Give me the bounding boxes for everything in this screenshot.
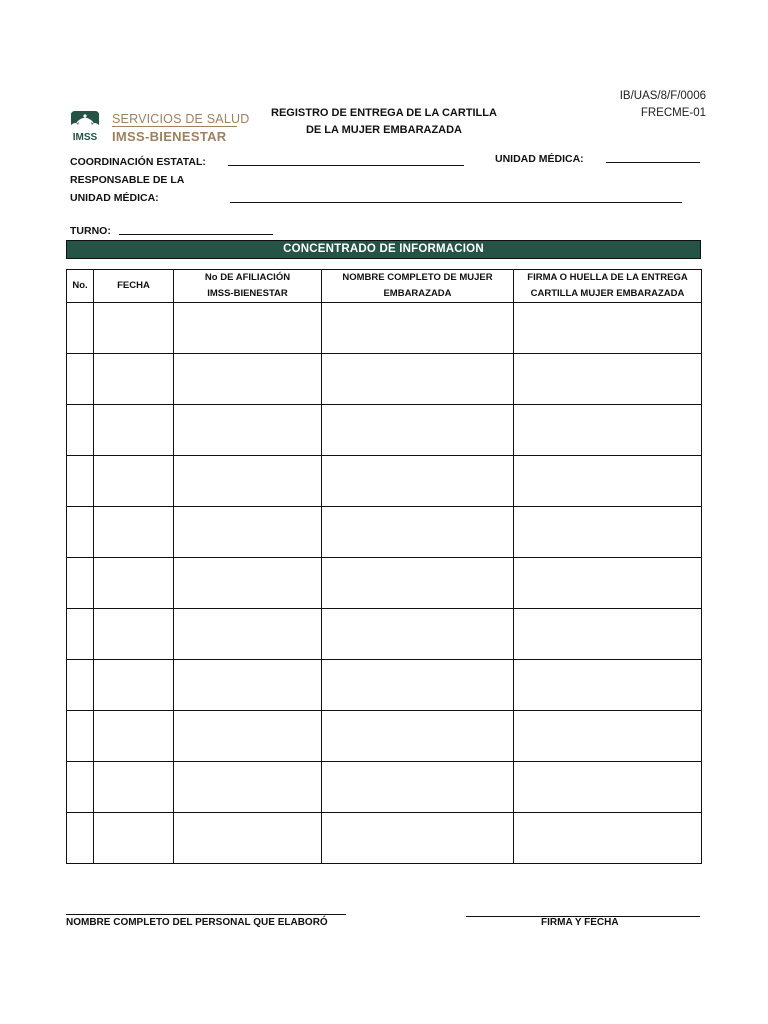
elaboro-label: NOMBRE COMPLETO DEL PERSONAL QUE ELABORÓ <box>66 917 328 928</box>
cell-nombre[interactable] <box>322 405 514 456</box>
cell-fecha[interactable] <box>94 558 174 609</box>
cell-fecha[interactable] <box>94 660 174 711</box>
cell-firma[interactable] <box>514 609 702 660</box>
unidad-medica-field[interactable] <box>606 162 700 163</box>
cell-fecha[interactable] <box>94 711 174 762</box>
turno-field[interactable] <box>119 234 273 235</box>
table-row <box>67 711 702 762</box>
cell-firma[interactable] <box>514 507 702 558</box>
cell-nombre[interactable] <box>322 762 514 813</box>
imss-logo-text: IMSS <box>72 132 98 143</box>
cell-nombre[interactable] <box>322 660 514 711</box>
section-banner: CONCENTRADO DE INFORMACION <box>66 240 701 259</box>
cell-firma[interactable] <box>514 762 702 813</box>
header-afiliacion-line1: No DE AFILIACIÓN <box>204 272 291 283</box>
imss-eagle-icon <box>68 109 102 145</box>
cell-fecha[interactable] <box>94 762 174 813</box>
cell-afiliacion[interactable] <box>174 813 322 864</box>
cell-nombre[interactable] <box>322 456 514 507</box>
logo-divider <box>112 126 237 127</box>
header-afiliacion-line2: IMSS-BIENESTAR <box>207 288 288 299</box>
header-afiliacion <box>174 270 322 303</box>
table-row <box>67 558 702 609</box>
form-title-line2: DE LA MUJER EMBARAZADA <box>305 124 463 136</box>
coordinacion-label: COORDINACIÓN ESTATAL: <box>70 156 206 168</box>
header-nombre-line2: EMBARAZADA <box>383 288 452 299</box>
logo-line2: IMSS-BIENESTAR <box>112 129 227 144</box>
cell-no[interactable] <box>67 813 94 864</box>
header-fecha: FECHA <box>94 270 174 303</box>
cell-no[interactable] <box>67 354 94 405</box>
header-nombre <box>322 270 514 303</box>
cell-no[interactable] <box>67 609 94 660</box>
cell-afiliacion[interactable] <box>174 303 322 354</box>
cell-afiliacion[interactable] <box>174 762 322 813</box>
responsable-label-line2: UNIDAD MÉDICA: <box>70 192 159 204</box>
header-firma-line1: FIRMA O HUELLA DE LA ENTREGA <box>527 272 688 283</box>
form-code: FRECME-01 <box>640 107 706 119</box>
cell-nombre[interactable] <box>322 558 514 609</box>
table-body <box>67 303 702 864</box>
cell-firma[interactable] <box>514 303 702 354</box>
responsable-label-line1: RESPONSABLE DE LA <box>70 174 185 186</box>
coordinacion-field[interactable] <box>228 165 464 166</box>
table-row <box>67 507 702 558</box>
cell-afiliacion[interactable] <box>174 354 322 405</box>
cell-nombre[interactable] <box>322 507 514 558</box>
table-row <box>67 609 702 660</box>
table-row <box>67 456 702 507</box>
table-row <box>67 762 702 813</box>
elaboro-signature-line[interactable] <box>66 914 346 915</box>
cell-fecha[interactable] <box>94 813 174 864</box>
cell-fecha[interactable] <box>94 354 174 405</box>
cell-firma[interactable] <box>514 558 702 609</box>
document-code: IB/UAS/8/F/0006 <box>619 90 706 102</box>
cell-afiliacion[interactable] <box>174 456 322 507</box>
cell-no[interactable] <box>67 507 94 558</box>
header-nombre-line1: NOMBRE COMPLETO DE MUJER <box>342 272 493 283</box>
header-no: No. <box>67 270 94 303</box>
cell-fecha[interactable] <box>94 507 174 558</box>
cell-firma[interactable] <box>514 354 702 405</box>
cell-no[interactable] <box>67 558 94 609</box>
cell-afiliacion[interactable] <box>174 507 322 558</box>
form-title-line1: REGISTRO DE ENTREGA DE LA CARTILLA <box>271 107 497 119</box>
registro-table <box>66 269 702 864</box>
cell-firma[interactable] <box>514 660 702 711</box>
logo-line1: SERVICIOS DE SALUD <box>112 112 250 126</box>
firma-fecha-label: FIRMA Y FECHA <box>541 917 619 928</box>
cell-no[interactable] <box>67 303 94 354</box>
header-firma <box>514 270 702 303</box>
cell-nombre[interactable] <box>322 354 514 405</box>
table-header-row <box>67 270 702 303</box>
cell-no[interactable] <box>67 456 94 507</box>
cell-firma[interactable] <box>514 711 702 762</box>
cell-no[interactable] <box>67 762 94 813</box>
cell-afiliacion[interactable] <box>174 405 322 456</box>
unidad-medica-label: UNIDAD MÉDICA: <box>495 153 584 165</box>
cell-fecha[interactable] <box>94 303 174 354</box>
cell-afiliacion[interactable] <box>174 711 322 762</box>
cell-firma[interactable] <box>514 405 702 456</box>
table-row <box>67 405 702 456</box>
cell-firma[interactable] <box>514 456 702 507</box>
cell-afiliacion[interactable] <box>174 558 322 609</box>
header-firma-line2: CARTILLA MUJER EMBARAZADA <box>530 288 685 299</box>
table-row <box>67 813 702 864</box>
cell-firma[interactable] <box>514 813 702 864</box>
cell-no[interactable] <box>67 711 94 762</box>
cell-nombre[interactable] <box>322 303 514 354</box>
cell-fecha[interactable] <box>94 405 174 456</box>
responsable-field[interactable] <box>230 202 682 203</box>
cell-no[interactable] <box>67 405 94 456</box>
table-row <box>67 303 702 354</box>
table-row <box>67 354 702 405</box>
cell-nombre[interactable] <box>322 609 514 660</box>
cell-afiliacion[interactable] <box>174 660 322 711</box>
cell-no[interactable] <box>67 660 94 711</box>
cell-nombre[interactable] <box>322 813 514 864</box>
cell-fecha[interactable] <box>94 456 174 507</box>
cell-nombre[interactable] <box>322 711 514 762</box>
cell-fecha[interactable] <box>94 609 174 660</box>
cell-afiliacion[interactable] <box>174 609 322 660</box>
imss-logo <box>68 109 102 145</box>
table-row <box>67 660 702 711</box>
turno-label: TURNO: <box>70 225 111 237</box>
